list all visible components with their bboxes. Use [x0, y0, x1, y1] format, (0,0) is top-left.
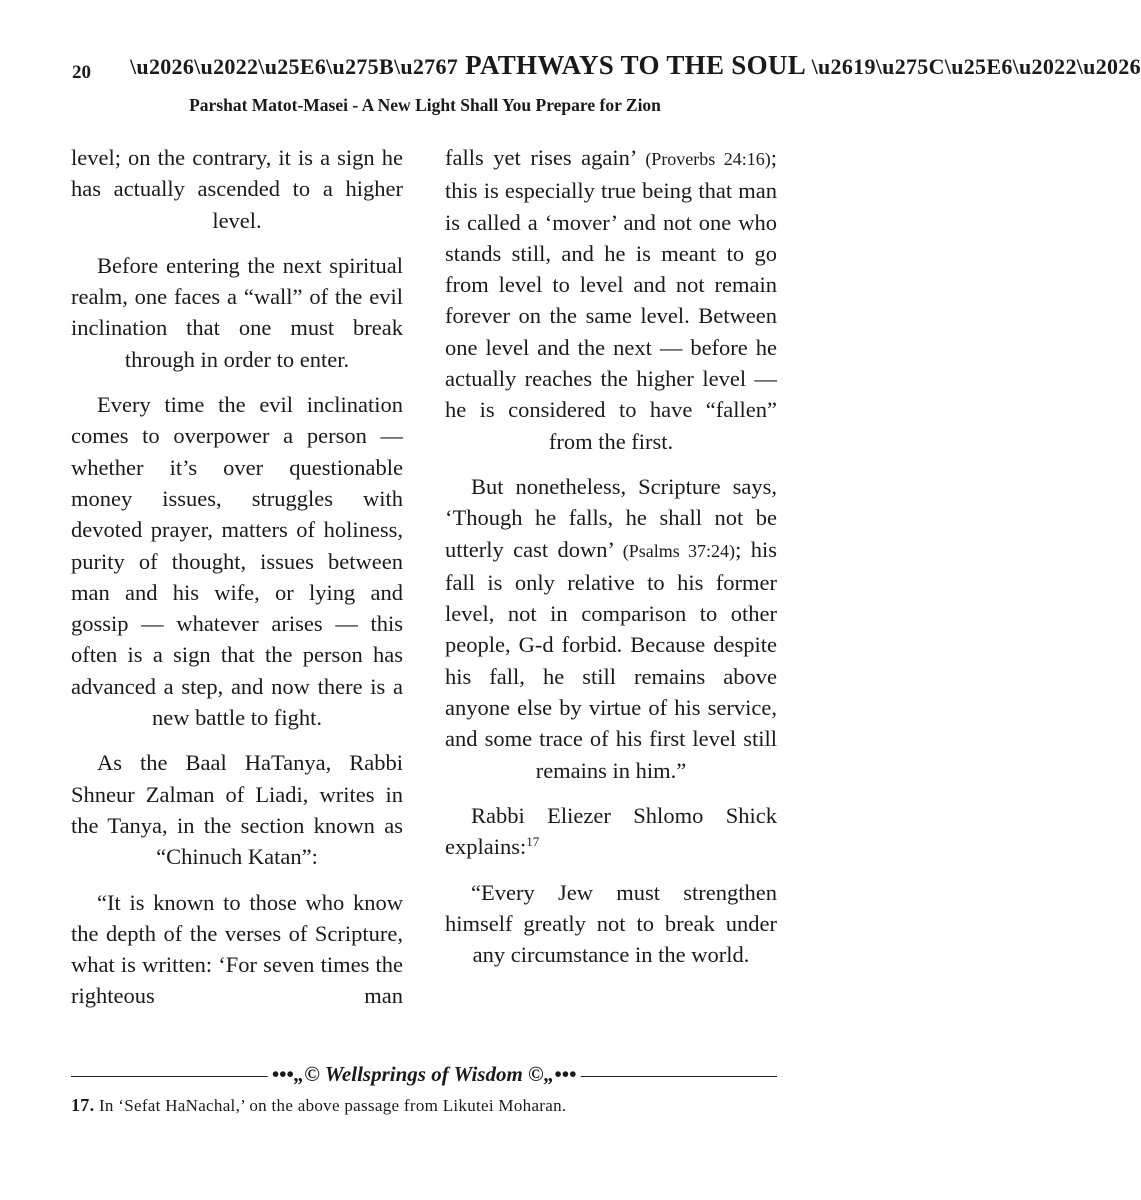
paragraph: Rabbi Eliezer Shlomo Shick explains:$^{17}$ — [445, 802, 777, 860]
paragraph: “Every Jew must strengthen himself greatly not to break under any circumstance in the world. — [445, 879, 777, 968]
paragraph: Before entering the next spiritual realm, one faces a “wall” of the evil inclination that one must break through in order to enter. — [71, 252, 403, 372]
footnote-ref[interactable]: 17 — [526, 834, 540, 850]
paragraph: But nonetheless, Scripture says, ‘Though he falls, he shall not be utterly cast down’ (Psalms 37:24); his fall is only relative to his former level, not in comparison to other people, G-d forbid. Because despite his fall, he still remains above anyone else by virtue of his service, and some trace of his first level still remains in him.” — [445, 473, 777, 783]
paragraph: Every time the evil inclination comes to overpower a person — whether it’s over questionable money issues, struggles with devoted prayer, matters of holiness, purity of thought, issues between man and his wife, or lying and gossip — whatever arises — this often is a sign that the person has advanced a step, and now there is a new battle to fight. — [71, 392, 403, 731]
paragraph: “It is known to those who know the depth of the verses of Scripture, what is written: ‘For seven times the righteous man — [71, 889, 403, 1009]
footer-ornament-label: •••„© Wellsprings of Wisdom ©„••• — [268, 1062, 581, 1087]
ornament-right-icon: \u2619\u275C\u25E6\u2022\u2026 — [811, 54, 1141, 79]
left-column — [71, 142, 403, 1026]
paragraph: falls yet rises again’ (Proverbs 24:16); this is especially true being that man is called a ‘mover’ and not one who stands still, and he is meant to go from level to level and not remain forever on the same level. Between one level and the next — before he actually reaches the higher level — he is considered to have “fallen” from the first. — [445, 145, 778, 454]
page-number: 20 — [72, 62, 91, 83]
right-column — [445, 142, 777, 984]
footnote — [71, 1095, 777, 1116]
footnote-number: 17. — [71, 1095, 95, 1115]
footer-ornament — [71, 1064, 777, 1090]
paragraph: As the Baal HaTanya, Rabbi Shneur Zalman of Liadi, writes in the Tanya, in the section known as “Chinuch Katan”: — [71, 750, 403, 870]
book-title: PATHWAYS TO THE SOUL — [465, 50, 805, 80]
ornament-left-icon: \u2026\u2022\u25E6\u275B\u2767 — [130, 54, 459, 79]
running-head — [130, 50, 1141, 81]
paragraph: level; on the contrary, it is a sign he has actually ascended to a higher level. — [71, 145, 403, 233]
citation: (Psalms 37:24) — [622, 540, 736, 561]
footnote-text: In ‘Sefat HaNachal,’ on the above passage from Likutei Moharan. — [94, 1096, 567, 1115]
citation: (Proverbs 24:16) — [645, 149, 771, 169]
chapter-subtitle: Parshat Matot-Masei - A New Light Shall You Prepare for Zion — [189, 95, 661, 115]
